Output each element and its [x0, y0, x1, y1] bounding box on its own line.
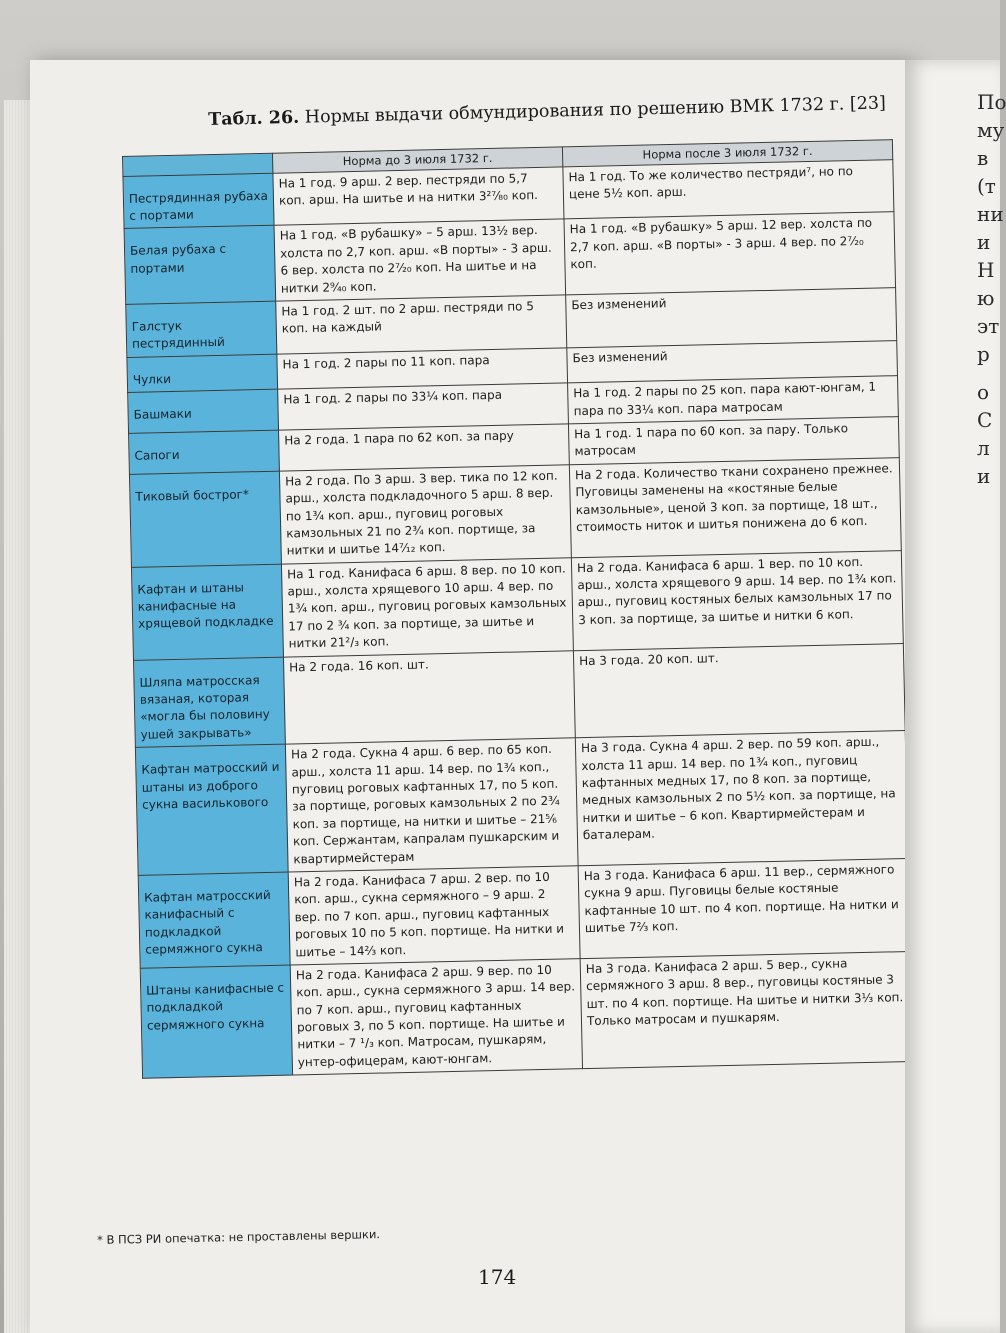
page-number: 174: [478, 1265, 517, 1289]
row-before: На 1 год. 2 пары по 33¼ коп. пара: [278, 383, 569, 430]
table-row: [140, 951, 912, 1078]
row-item: Сапоги: [129, 430, 280, 474]
row-after: На 3 года. Канифаса 2 арш. 5 вер., сукна сермяжного 3 арш. 8 вер., пуговицы костяные 3 шт. по 4 коп. портище. На шитье и нитки 3⅓ коп. Только матросам и пушкарям.: [580, 951, 912, 1069]
row-after: На 2 года. Количество ткани сохранено прежнее. Пуговицы заменены на «костяные белые камзольные», ценой 3 коп. за портище, 18 шт., стоимость ниток и шитья понижена до 6 коп.: [569, 457, 901, 557]
next-page-fragment: о: [977, 380, 990, 404]
row-item: Кафтан матросский и штаны из доброго сукна василькового: [135, 744, 288, 875]
row-before: На 1 год. Канифаса 6 арш. 8 вер. по 10 коп. арш., холста хрящевого 10 арш. 4 вер. по 1¾ коп. арш., пуговиц роговых камзольных 17 по 2 ¾ коп. за портище, за шитье и нитки 21²/₃ коп.: [281, 557, 573, 656]
row-after: На 1 год. «В рубашку» 5 арш. 12 вер. холста по 2,7 коп. арш. «В порты» - 3 арш. 4 вер. по 2⁷⁄₂₀ коп.: [564, 212, 896, 295]
row-item: Кафтан и штаны канифасные на хрящевой подкладке: [131, 564, 283, 660]
next-page-fragment: По: [977, 90, 1006, 114]
uniform-norms-table-wrap: [122, 139, 913, 1079]
row-before: На 2 года. 16 коп. шт.: [283, 650, 575, 744]
next-page-fragment: ни: [977, 202, 1004, 226]
table-title: [208, 93, 908, 130]
row-item: Чулки: [127, 354, 278, 393]
table-row: [135, 731, 908, 876]
row-item: Белая рубаха с портами: [124, 226, 276, 305]
row-item: Тиковый бострог*: [129, 471, 281, 567]
row-item: Галстук пестрядинный: [126, 301, 277, 357]
table-title-prefix: Табл. 26.: [208, 107, 300, 130]
row-item: Шляпа матросская вязаная, которая «могла бы половину ушей закрывать»: [133, 657, 285, 748]
footnote: * В ПСЗ РИ опечатка: не проставлены вершки.: [97, 1227, 381, 1247]
row-item: Штаны канифасные с подкладкой сермяжного сукна: [140, 965, 292, 1079]
row-before: На 2 года. Канифаса 2 арш. 9 вер. по 10 коп. арш., сукна сермяжного 3 арш. 14 вер. по 7 коп. арш., пуговиц кафтанных роговых 3, по 5 коп. портище. На шитье и нитки – 7 ¹/₃ коп. Матросам, пушкарям, унтер-офицерам, кают-юнгам.: [290, 959, 582, 1076]
table-row: [138, 858, 910, 968]
row-after: На 3 года. Канифаса 6 арш. 11 вер., сермяжного сукна 9 арш. Пуговицы белые костяные кафтанные 10 шт. по 4 коп. портище. На нитки и шитье 7⅔ коп.: [578, 858, 910, 958]
next-page-fragment: л: [977, 436, 990, 460]
table-row: [133, 643, 905, 747]
row-after: Без изменений: [567, 340, 898, 383]
row-item: Пестрядинная рубаха с портами: [123, 173, 274, 229]
next-page-edge: [905, 60, 1006, 1333]
next-page-fragment: (т: [977, 174, 996, 198]
next-page-fragment: эт: [977, 314, 1000, 338]
next-page-fragment: Н: [977, 258, 995, 282]
next-page-fragment: С: [977, 408, 993, 432]
header-before: Норма до 3 июля 1732 г.: [272, 147, 562, 173]
table-row: [131, 550, 903, 660]
next-page-fragment: р: [977, 342, 990, 366]
row-before: На 1 год. «В рубашку» – 5 арш. 13½ вер. холста по 2,7 коп. арш. «В порты» - 3 арш. 6 вер. холста по 2⁷⁄₂₀ коп. На шитье и на нитки 2⁹⁄₄₀ коп.: [274, 219, 566, 301]
row-item: Кафтан матросский канифасный с подкладкой сермяжного сукна: [138, 872, 290, 968]
row-item: Башмаки: [128, 389, 279, 433]
row-after: На 1 год. То же количество пестряди⁷, но по цене 5½ коп. арш.: [563, 159, 894, 219]
row-before: На 1 год. 2 шт. по 2 арш. пестряди по 5 коп. на каждый: [276, 295, 567, 354]
row-before: На 2 года. 1 пара по 62 коп. за пару: [279, 424, 570, 471]
row-before: На 1 год. 2 пары по 11 коп. пара: [277, 348, 568, 390]
row-after: На 1 год. 1 пара по 60 коп. за пару. Только матросам: [568, 417, 899, 465]
row-before: На 2 года. Сукна 4 арш. 6 вер. по 65 коп. арш., холста 11 арш. 14 вер. по 1¾ коп., пуговиц роговых кафтанных 17, по 5 коп. за портище, роговых камзольных 2 по 2¾ коп. за портище, на нитки и шитье – 21⅚ коп. Сержантам, капралам пушкарским и квартирмейстерам: [285, 738, 578, 872]
row-after: На 3 года. 20 коп. шт.: [573, 643, 905, 738]
row-after: На 1 год. 2 пары по 25 коп. пара кают-юнгам, 1 пара по 33¼ коп. пара матросам: [568, 376, 899, 424]
row-before: На 2 года. Канифаса 7 арш. 2 вер. по 10 коп. арш., сукна сермяжного – 9 арш. 2 вер. по 7 коп. арш., пуговиц кафтанных роговых 10 по 5 коп. портище. На нитки и шитье – 14⅔ коп.: [288, 866, 580, 965]
next-page-fragment: в: [977, 146, 989, 170]
table-title-text: Нормы выдачи обмундирования по решению ВМК 1732 г. [23]: [304, 93, 887, 128]
row-before: На 2 года. По 3 арш. 3 вер. тика по 12 коп. арш., холста подкладочного 5 арш. 8 вер. по 1¾ коп. арш., пуговиц роговых камзольных 21 по 2¾ коп. портище, за нитки и шитье 14⁷⁄₁₂ коп.: [279, 465, 571, 564]
row-after: На 3 года. Сукна 4 арш. 2 вер. по 59 коп. арш., холста 11 арш. 14 вер. по 1¾ коп., пуговиц кафтанных медных 17, по 8 коп. за портище, медных камзольных 2 по 5½ коп. за портище, на нитки и шитье – 6 коп. Квартирмейстерам и баталерам.: [575, 731, 908, 866]
table-row: [129, 457, 901, 567]
row-before: На 1 год. 9 арш. 2 вер. пестряди по 5,7 коп. арш. На шитье и на нитки 3²⁷⁄₈₀ коп.: [273, 167, 564, 226]
uniform-norms-table: [122, 139, 913, 1079]
next-page-fragment: и: [977, 230, 991, 254]
next-page-fragment: ю: [977, 286, 995, 310]
header-after: Норма после 3 июля 1732 г.: [562, 140, 892, 167]
row-after: Без изменений: [566, 288, 897, 348]
book-page: [30, 60, 910, 1333]
row-after: На 2 года. Канифаса 6 арш. 1 вер. по 10 коп. арш., холста хрящевого 9 арш. 14 вер. по 1¾ коп. арш., пуговиц костяных белых камзольных 17 по 3 коп. за портище, за шитье и нитки 6 коп.: [571, 550, 903, 650]
next-page-fragment: му: [977, 118, 1005, 142]
next-page-fragment: и: [977, 464, 991, 488]
